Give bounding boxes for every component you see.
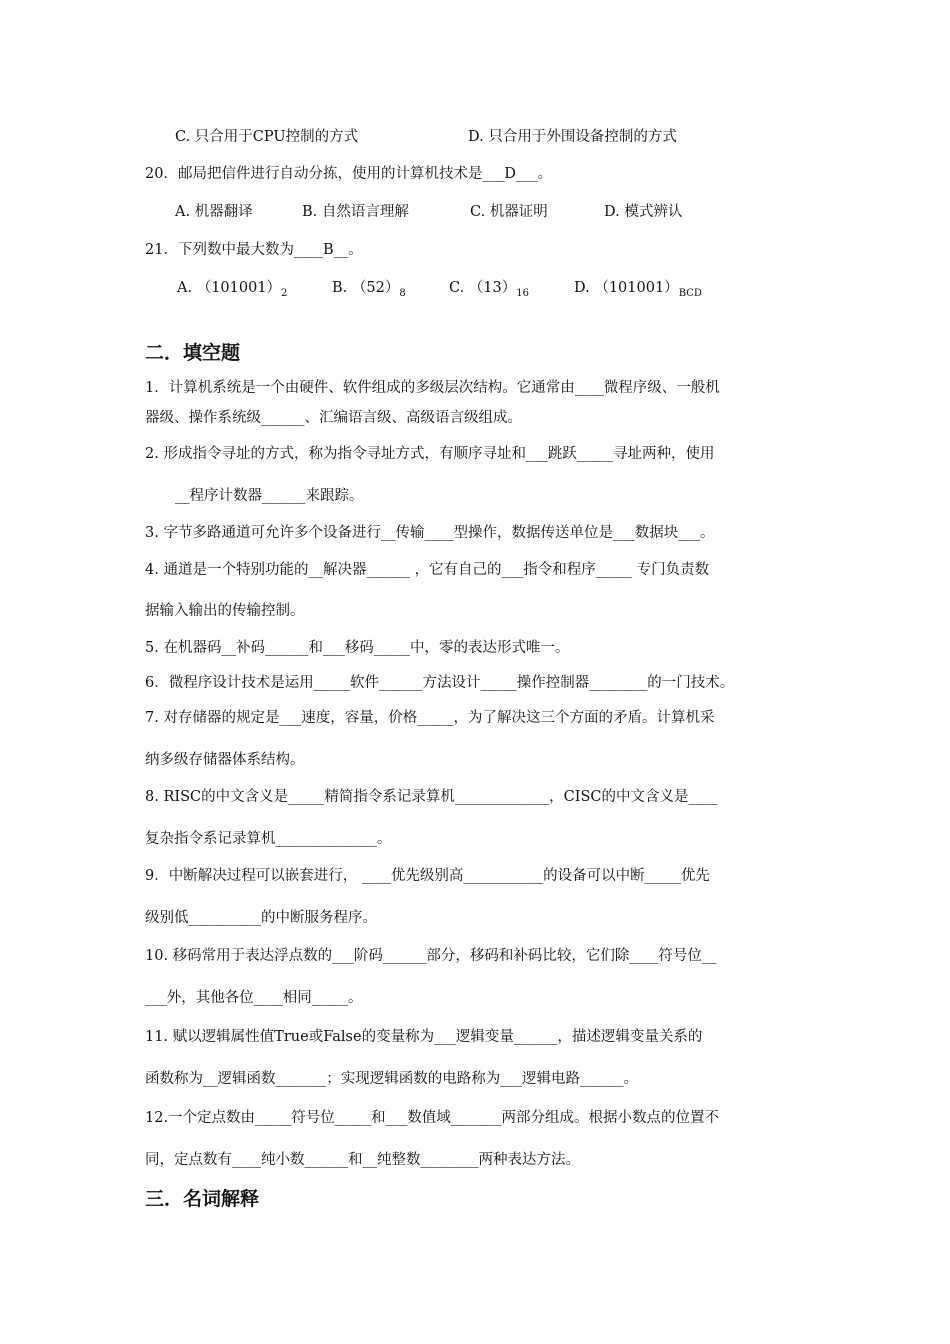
fill-q4-line1: 4. 通道是一个特别功能的__解决器______ ，它有自己的___指令和程序_____ 专门负责数 [145,562,710,578]
q21-option-a: A. $(101001)_2$ [177,280,288,299]
fill-q10-line2: ___外，其他各位____相同_____。 [145,990,363,1006]
fill-q2-line1: 2. 形成指令寻址的方式，称为指令寻址方式，有顺序寻址和___跳跃_____寻址两种，使用 [145,446,715,462]
fill-q12-line1: 12.一个定点数由_____符号位_____和___数值域_______两部分组成。根据小数点的位置不 [145,1110,720,1126]
q21-option-c: C. $(13)_{16}$ [449,280,529,299]
fill-q1-line2: 器级、操作系统级______、汇编语言级、高级语言级组成。 [145,410,522,426]
fill-q9-line2: 级别低__________的中断服务程序。 [145,910,377,926]
section-3-heading: 三．名词解释 [145,1188,260,1210]
q20-stem: 20．邮局把信件进行自动分拣，使用的计算机技术是___D___。 [145,166,553,182]
fill-q11-line2: 函数称为__逻辑函数_______；实现逻辑函数的电路称为___逻辑电路______。 [145,1071,638,1087]
fill-q12-line2: 同，定点数有____纯小数______和__纯整数________两种表达方法。 [145,1152,580,1168]
fill-q3: 3. 字节多路通道可允许多个设备进行__传输____型操作，数据传送单位是___数据块___。 [145,525,715,541]
fill-q6: 6．微程序设计技术是运用_____软件______方法设计_____操作控制器________的一门技术。 [145,675,735,691]
fill-q7-line2: 纳多级存储器体系结构。 [145,752,305,768]
q20-option-c: C. 机器证明 [470,204,548,220]
q21-stem: 21．下列数中最大数为____B__。 [145,242,363,258]
q20-answer: ___D___ [482,166,538,182]
fill-q7-line1: 7. 对存储器的规定是___速度，容量，价格_____，为了解决这三个方面的矛盾。计算机采 [145,710,715,726]
fill-q5: 5. 在机器码__补码______和___移码_____中，零的表达形式唯一。 [145,640,570,656]
fill-q8-line1: 8. RISC的中文含义是_____精简指令系记录算机_____________，CISC的中文含义是____ [145,789,718,805]
fill-q1-line1: 1．计算机系统是一个由硬件、软件组成的多级层次结构。它通常由____微程序级、一般机 [145,380,720,396]
q20-option-b: B. 自然语言理解 [302,204,409,220]
fill-q10-line1: 10. 移码常用于表达浮点数的___阶码______部分，移码和补码比较，它们除____符号位__ [145,948,717,964]
fill-q8-line2: 复杂指令系记录算机______________。 [145,831,392,847]
q20-option-d: D. 模式辨认 [604,204,683,220]
q19-option-c: C. 只合用于CPU控制的方式 [175,129,359,145]
q21-answer: ____B__ [293,242,349,258]
fill-q9-line1: 9．中断解决过程可以嵌套进行， ____优先级别高___________的设备可以中断_____优先 [145,868,710,884]
fill-q4-line2: 据输入输出的传输控制。 [145,603,305,619]
q21-option-d: D. $(101001)_{BCD}$ [574,280,702,299]
q21-option-b: B. $(52)_8$ [332,280,406,299]
q19-option-d: D. 只合用于外围设备控制的方式 [468,129,677,145]
q20-option-a: A. 机器翻译 [175,204,253,220]
fill-q11-line1: 11. 赋以逻辑属性值True或False的变量称为___逻辑变量______，描述逻辑变量关系的 [145,1029,703,1045]
section-2-heading: 二．填空题 [145,342,241,364]
fill-q2-line2: __程序计数器______来跟踪。 [175,488,364,504]
